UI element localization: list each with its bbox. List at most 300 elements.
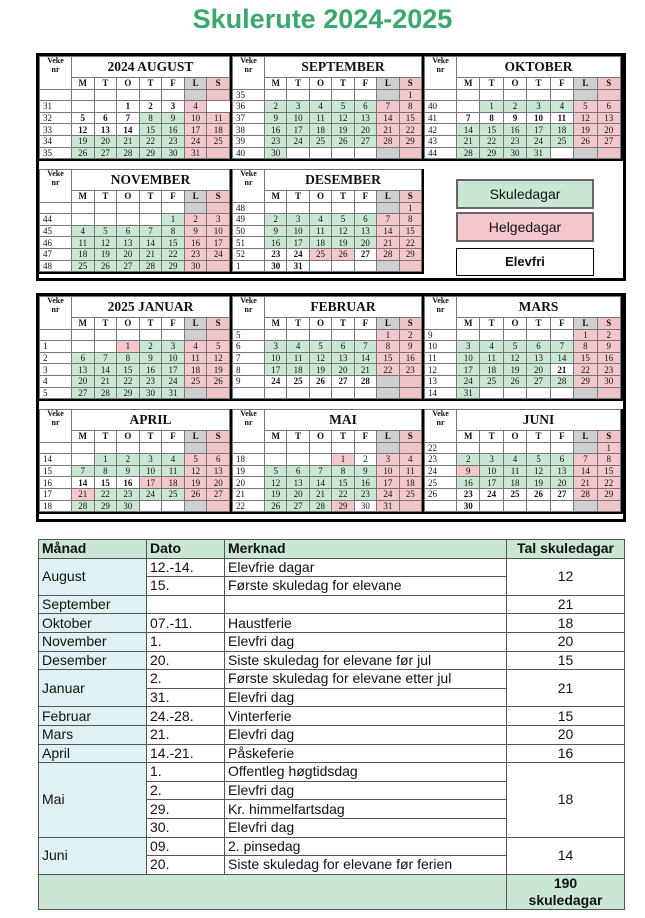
day-cell — [94, 202, 117, 214]
week-number: 22 — [233, 500, 265, 512]
month-name: JUNI — [457, 410, 621, 431]
month-calendar — [424, 409, 623, 514]
day-cell: 9 — [399, 341, 421, 353]
summary-month: November — [39, 632, 147, 651]
day-cell: 27 — [550, 488, 573, 500]
veke-label: Veke — [47, 296, 64, 305]
day-cell — [94, 329, 117, 341]
day-cell: 20 — [597, 124, 620, 136]
summary-month: Juni — [39, 837, 147, 874]
day-cell: 29 — [399, 135, 421, 147]
day-cell: 2 — [457, 454, 480, 466]
day-cell: 21 — [139, 248, 162, 260]
day-cell: 8 — [162, 225, 185, 237]
day-cell — [287, 329, 309, 341]
day-cell: 15 — [332, 477, 354, 489]
day-cell: 5 — [309, 341, 331, 353]
day-cell: 1 — [399, 202, 421, 214]
day-cell: 17 — [265, 364, 287, 376]
day-cell — [527, 442, 550, 454]
month-title-row — [233, 170, 422, 191]
nr-label: nr — [51, 304, 60, 314]
week-row — [233, 237, 422, 249]
summary-total-label: skuledagar — [528, 891, 603, 908]
day-cell: 28 — [309, 500, 331, 512]
summary-school-days: 18 — [507, 763, 625, 837]
summary-note: Offentleg høgtidsdag — [225, 763, 507, 782]
day-cell: 7 — [309, 465, 331, 477]
day-cell: 17 — [480, 477, 503, 489]
weekday-label: T — [332, 318, 354, 330]
day-cell — [377, 260, 399, 272]
day-cell: 14 — [457, 124, 480, 136]
week-row — [233, 465, 422, 477]
weekday-label: T — [332, 431, 354, 443]
day-cell: 8 — [117, 352, 140, 364]
day-cell — [207, 89, 230, 101]
day-cell: 16 — [399, 352, 421, 364]
week-number: 44 — [40, 214, 72, 226]
day-cell: 22 — [480, 135, 503, 147]
summary-header-row — [39, 540, 625, 559]
day-cell: 24 — [527, 135, 550, 147]
weekday-label: S — [399, 191, 421, 203]
day-cell: 23 — [139, 375, 162, 387]
day-cell: 28 — [377, 135, 399, 147]
day-cell — [287, 387, 309, 399]
month-calendar — [232, 56, 424, 161]
day-cell — [184, 442, 207, 454]
day-cell: 24 — [377, 488, 399, 500]
week-column-header — [233, 57, 265, 90]
day-cell: 12 — [94, 237, 117, 249]
week-number: 52 — [233, 248, 265, 260]
weekday-label: T — [527, 431, 550, 443]
day-cell — [162, 500, 185, 512]
week-number — [425, 89, 457, 101]
summary-month: April — [39, 744, 147, 763]
day-cell: 13 — [597, 112, 620, 124]
week-number: 39 — [233, 135, 265, 147]
day-cell: 27 — [94, 147, 117, 159]
summary-row — [39, 725, 625, 744]
week-number: 41 — [425, 112, 457, 124]
day-cell: 26 — [72, 147, 95, 159]
day-cell: 23 — [457, 488, 480, 500]
week-row — [233, 341, 422, 353]
weekday-label: M — [457, 78, 480, 90]
day-cell — [162, 329, 185, 341]
summary-note: Haustferie — [225, 614, 507, 633]
week-number — [233, 442, 265, 454]
day-cell: 29 — [139, 147, 162, 159]
week-row — [40, 202, 230, 214]
day-cell — [550, 147, 573, 159]
day-cell — [550, 387, 573, 399]
day-cell: 22 — [332, 488, 354, 500]
day-cell — [94, 214, 117, 226]
week-row — [40, 225, 230, 237]
month-calendar — [39, 56, 232, 161]
day-cell: 11 — [399, 465, 421, 477]
day-cell: 26 — [265, 500, 287, 512]
summary-date: 1. — [147, 632, 225, 651]
summary-header-note: Merknad — [225, 540, 507, 559]
day-cell: 12 — [574, 112, 597, 124]
summary-school-days: 18 — [507, 614, 625, 633]
week-number: 37 — [233, 112, 265, 124]
week-number: 1 — [233, 260, 265, 272]
day-cell: 19 — [503, 364, 526, 376]
day-cell: 23 — [597, 364, 620, 376]
day-cell — [377, 89, 399, 101]
day-cell: 31 — [287, 260, 309, 272]
weekday-label: T — [139, 191, 162, 203]
day-cell — [265, 329, 287, 341]
summary-month: September — [39, 595, 147, 614]
day-cell: 5 — [527, 454, 550, 466]
legend-school-days: Skuledagar — [456, 179, 594, 209]
day-cell: 8 — [377, 341, 399, 353]
week-number: 25 — [425, 477, 457, 489]
weekday-label: O — [117, 78, 140, 90]
summary-date: 14.-21. — [147, 744, 225, 763]
weekday-label: L — [574, 78, 597, 90]
day-cell: 6 — [207, 454, 230, 466]
weekday-label: M — [265, 78, 287, 90]
month-name: OKTOBER — [457, 57, 621, 78]
day-cell: 1 — [399, 89, 421, 101]
weekday-label: S — [399, 78, 421, 90]
day-cell — [597, 89, 620, 101]
month-calendar — [39, 296, 232, 401]
day-cell — [354, 329, 376, 341]
day-cell: 20 — [550, 477, 573, 489]
week-number: 38 — [233, 124, 265, 136]
week-column-header — [425, 57, 457, 90]
day-cell: 12 — [527, 465, 550, 477]
day-cell: 13 — [117, 237, 140, 249]
day-cell: 10 — [139, 465, 162, 477]
weekday-label: F — [162, 318, 185, 330]
week-row — [425, 341, 621, 353]
month-calendar — [232, 409, 424, 514]
day-cell: 18 — [72, 248, 95, 260]
day-cell: 6 — [354, 214, 376, 226]
month-calendar — [39, 409, 232, 514]
day-cell: 30 — [184, 260, 207, 272]
week-column-header — [233, 410, 265, 443]
day-cell: 18 — [309, 124, 331, 136]
day-cell — [287, 202, 309, 214]
day-cell: 17 — [287, 237, 309, 249]
day-cell: 25 — [480, 375, 503, 387]
week-number: 35 — [40, 147, 72, 159]
day-cell: 19 — [332, 124, 354, 136]
legend-day-off: Elevfri — [456, 248, 594, 276]
day-cell — [354, 89, 376, 101]
summary-header-days: Tal skuledagar — [507, 540, 625, 559]
day-cell: 25 — [309, 248, 331, 260]
day-cell: 5 — [184, 454, 207, 466]
day-cell — [574, 89, 597, 101]
day-cell: 17 — [162, 364, 185, 376]
day-cell — [377, 387, 399, 399]
day-cell: 18 — [287, 364, 309, 376]
day-cell — [117, 442, 140, 454]
week-row — [425, 454, 621, 466]
day-cell: 12 — [503, 352, 526, 364]
day-cell — [139, 214, 162, 226]
day-cell: 7 — [117, 112, 140, 124]
day-cell — [527, 387, 550, 399]
week-number: 13 — [425, 375, 457, 387]
day-cell: 2 — [265, 214, 287, 226]
day-cell: 4 — [399, 454, 421, 466]
summary-row — [39, 595, 625, 614]
summary-note: Påskeferie — [225, 744, 507, 763]
day-cell — [207, 329, 230, 341]
day-cell: 4 — [287, 341, 309, 353]
weekday-label: L — [574, 431, 597, 443]
summary-month: Desember — [39, 651, 147, 670]
day-cell: 29 — [597, 488, 620, 500]
nr-label: nr — [244, 177, 253, 187]
day-cell: 2 — [265, 101, 287, 113]
weekday-label: F — [162, 191, 185, 203]
week-number: 23 — [425, 454, 457, 466]
week-row — [40, 124, 230, 136]
week-row — [233, 225, 422, 237]
day-cell: 5 — [265, 465, 287, 477]
day-cell: 17 — [184, 124, 207, 136]
week-number: 46 — [40, 237, 72, 249]
weekday-label: S — [597, 78, 620, 90]
day-cell — [72, 101, 95, 113]
summary-row — [39, 763, 625, 782]
month-name: FEBRUAR — [265, 297, 422, 318]
weekday-label: T — [527, 318, 550, 330]
weekday-label: F — [550, 431, 573, 443]
weekday-label: S — [399, 318, 421, 330]
week-row — [425, 488, 621, 500]
weekday-label: L — [184, 318, 207, 330]
day-cell — [72, 214, 95, 226]
day-cell: 27 — [72, 387, 95, 399]
day-cell: 14 — [72, 477, 95, 489]
week-number: 24 — [425, 465, 457, 477]
day-cell — [184, 387, 207, 399]
day-cell: 25 — [162, 488, 185, 500]
week-row — [425, 135, 621, 147]
day-cell: 4 — [184, 341, 207, 353]
day-cell — [309, 329, 331, 341]
weekday-label: F — [162, 431, 185, 443]
day-cell: 10 — [287, 112, 309, 124]
day-cell — [574, 147, 597, 159]
week-number: 51 — [233, 237, 265, 249]
day-cell — [480, 89, 503, 101]
week-row — [40, 341, 230, 353]
day-cell: 30 — [117, 500, 140, 512]
week-number: 18 — [40, 500, 72, 512]
day-cell: 2 — [503, 101, 526, 113]
weekday-label: T — [332, 78, 354, 90]
day-cell — [457, 101, 480, 113]
day-cell: 29 — [94, 500, 117, 512]
day-cell — [399, 500, 421, 512]
week-row — [40, 147, 230, 159]
summary-date: 30. — [147, 818, 225, 837]
week-number: 12 — [425, 364, 457, 376]
week-row — [40, 477, 230, 489]
day-cell: 31 — [377, 500, 399, 512]
day-cell: 21 — [117, 135, 140, 147]
weekday-label: T — [139, 431, 162, 443]
day-cell: 1 — [162, 214, 185, 226]
day-cell: 22 — [162, 248, 185, 260]
week-number: 4 — [40, 375, 72, 387]
day-cell: 1 — [332, 454, 354, 466]
calendar-block-spring — [36, 293, 626, 522]
day-cell: 3 — [527, 101, 550, 113]
veke-label: Veke — [47, 56, 64, 65]
day-cell — [399, 375, 421, 387]
summary-total-row — [39, 874, 625, 909]
day-cell: 12 — [184, 465, 207, 477]
day-cell: 4 — [503, 454, 526, 466]
day-cell — [117, 202, 140, 214]
day-cell — [94, 89, 117, 101]
day-cell — [94, 442, 117, 454]
summary-note: Første skuledag for elevane etter jul — [225, 670, 507, 689]
day-cell — [503, 500, 526, 512]
day-cell — [265, 454, 287, 466]
day-cell: 14 — [377, 225, 399, 237]
day-cell: 25 — [207, 135, 230, 147]
day-cell — [162, 89, 185, 101]
day-cell — [184, 89, 207, 101]
day-cell: 27 — [527, 375, 550, 387]
day-cell: 21 — [574, 477, 597, 489]
week-row — [425, 387, 621, 399]
month-name: 2024 AUGUST — [72, 57, 230, 78]
day-cell — [117, 89, 140, 101]
day-cell: 28 — [574, 488, 597, 500]
day-cell: 27 — [354, 248, 376, 260]
day-cell: 3 — [139, 454, 162, 466]
day-cell: 15 — [399, 112, 421, 124]
day-cell: 13 — [287, 477, 309, 489]
week-row — [40, 465, 230, 477]
summary-row — [39, 558, 625, 577]
day-cell: 4 — [550, 101, 573, 113]
summary-row — [39, 632, 625, 651]
day-cell — [354, 387, 376, 399]
veke-label: Veke — [432, 56, 449, 65]
day-cell — [574, 500, 597, 512]
day-cell: 11 — [550, 112, 573, 124]
day-cell: 21 — [550, 364, 573, 376]
week-row — [40, 454, 230, 466]
month-calendar — [424, 296, 623, 401]
summary-school-days: 14 — [507, 837, 625, 874]
day-cell — [139, 89, 162, 101]
week-number: 33 — [40, 124, 72, 136]
week-row — [425, 112, 621, 124]
day-cell: 8 — [480, 112, 503, 124]
day-cell: 13 — [527, 352, 550, 364]
day-cell — [287, 454, 309, 466]
summary-school-days: 15 — [507, 707, 625, 726]
weekday-label: S — [207, 191, 230, 203]
weekday-label: T — [287, 318, 309, 330]
day-cell: 5 — [94, 225, 117, 237]
day-cell: 17 — [139, 477, 162, 489]
day-cell — [332, 442, 354, 454]
day-cell: 7 — [72, 465, 95, 477]
day-cell: 15 — [399, 225, 421, 237]
day-cell: 3 — [162, 341, 185, 353]
week-number: 26 — [425, 488, 457, 500]
day-cell: 10 — [287, 225, 309, 237]
day-cell — [139, 442, 162, 454]
day-cell: 19 — [94, 248, 117, 260]
day-cell — [332, 260, 354, 272]
day-cell: 11 — [480, 352, 503, 364]
day-cell — [309, 387, 331, 399]
weekday-label: F — [354, 318, 376, 330]
day-cell: 28 — [457, 147, 480, 159]
summary-note: Elevfri dag — [225, 632, 507, 651]
day-cell — [139, 329, 162, 341]
weekday-label: O — [309, 318, 331, 330]
week-row — [40, 329, 230, 341]
veke-label: Veke — [240, 409, 257, 418]
day-cell: 5 — [332, 101, 354, 113]
week-row — [233, 488, 422, 500]
day-cell: 9 — [117, 465, 140, 477]
day-cell: 1 — [597, 442, 620, 454]
day-cell: 13 — [72, 364, 95, 376]
month-title-row — [425, 410, 621, 431]
day-cell: 31 — [162, 387, 185, 399]
day-cell: 21 — [72, 488, 95, 500]
day-cell: 16 — [503, 124, 526, 136]
week-number: 36 — [233, 101, 265, 113]
week-row — [425, 329, 621, 341]
week-row — [233, 329, 422, 341]
day-cell — [72, 89, 95, 101]
day-cell: 28 — [139, 260, 162, 272]
weekday-label: T — [94, 431, 117, 443]
day-cell: 16 — [184, 237, 207, 249]
day-cell: 25 — [184, 375, 207, 387]
weekday-label: L — [377, 78, 399, 90]
day-cell: 2 — [597, 329, 620, 341]
weekday-label: M — [457, 318, 480, 330]
veke-label: Veke — [47, 409, 64, 418]
day-cell: 1 — [480, 101, 503, 113]
week-number: 49 — [233, 214, 265, 226]
veke-label: Veke — [240, 169, 257, 178]
day-cell: 11 — [503, 465, 526, 477]
day-cell — [207, 500, 230, 512]
summary-note: 2. pinsedag — [225, 837, 507, 856]
day-cell: 14 — [117, 124, 140, 136]
day-cell: 19 — [527, 477, 550, 489]
week-row — [40, 387, 230, 399]
